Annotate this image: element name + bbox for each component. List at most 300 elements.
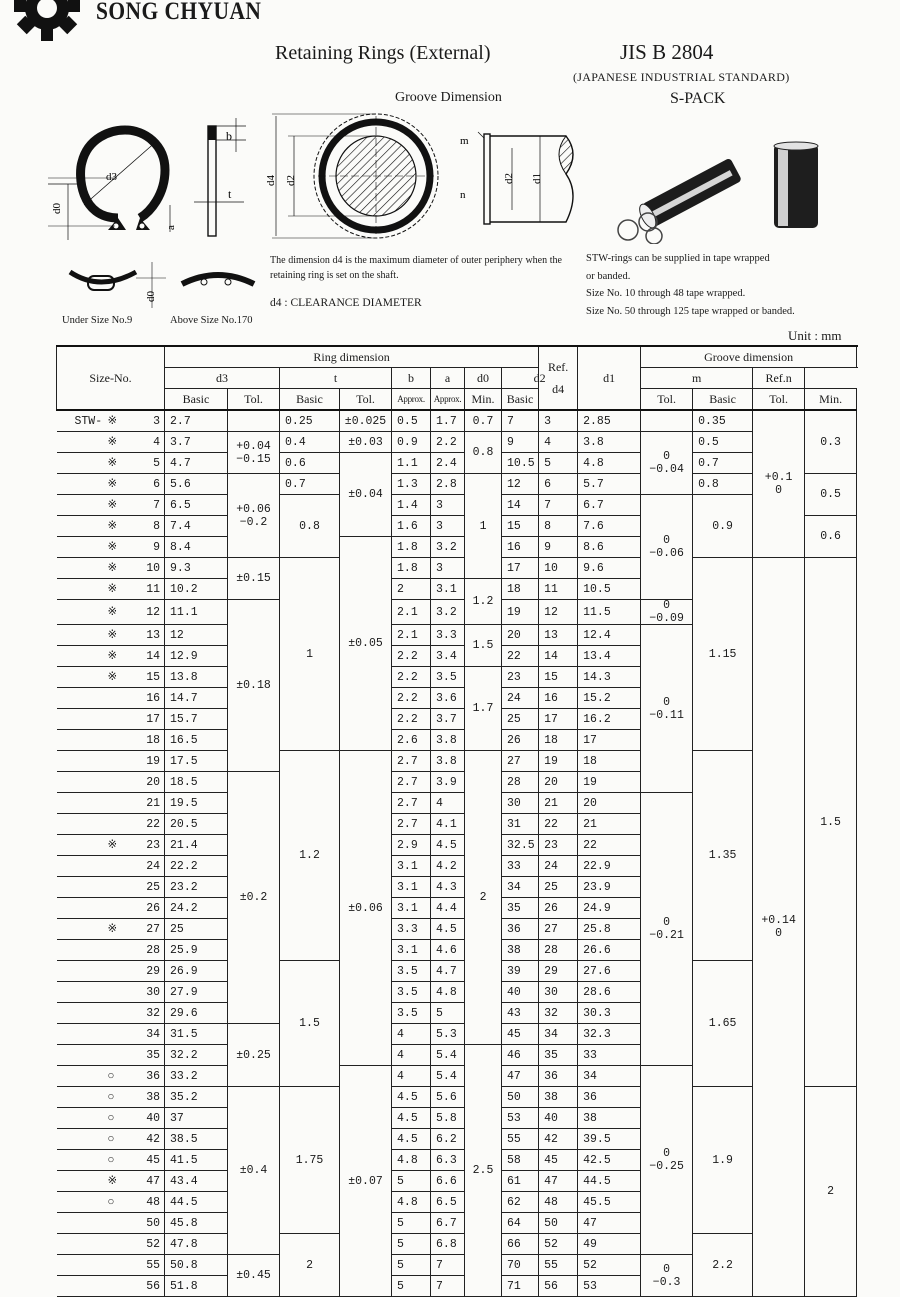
cell-a: 5.4 [431,1066,465,1087]
cell-d1: 35 [539,1045,578,1066]
cell-tbasic: 1.5 [280,961,340,1087]
size-no: 48 [133,1192,165,1213]
size-mark: ※ [103,410,133,432]
cell-refn: 0.6 [805,516,857,558]
size-prefix-blank [57,1045,103,1066]
tol-upper: 0 [663,916,671,929]
label-a: a [165,225,177,230]
cell-t-basic: 0.7 [280,474,340,495]
gear-logo-icon [14,0,80,44]
tol-lower: −0.25 [649,1160,684,1173]
label-t: t [228,187,232,201]
cell-d3-basic: 33.2 [165,1066,228,1087]
size-prefix-blank [57,495,103,516]
cell-tbasic: 0.8 [280,495,340,558]
cell-d2-basic: 4.8 [578,453,641,474]
cell-d1: 13 [539,625,578,646]
cell-d4: 64 [502,1213,539,1234]
caption-under-size: Under Size No.9 [62,315,133,326]
packaging-note-line: Size No. 50 through 125 tape wrapped or banded. [586,305,795,317]
size-mark [103,688,133,709]
cell-d4: 14 [502,495,539,516]
size-prefix-blank [57,856,103,877]
cell-d1: 50 [539,1213,578,1234]
cell-d2-basic: 15.2 [578,688,641,709]
cell-b: 3.1 [392,898,431,919]
cell-d1: 19 [539,751,578,772]
cell-d2-basic: 24.9 [578,898,641,919]
cell-d3-basic: 4.7 [165,453,228,474]
cell-d3-basic: 6.5 [165,495,228,516]
tol-upper: +0.06 [236,502,271,516]
cell-d3tol [228,410,280,432]
cell-d1: 42 [539,1129,578,1150]
cell-a: 5.6 [431,1087,465,1108]
header-d3-tol: Tol. [228,389,280,411]
table-row [57,432,857,453]
size-prefix-blank [57,1276,103,1297]
cell-a: 2.4 [431,453,465,474]
cell-b: 2.7 [392,814,431,835]
cell-refn: 0.3 [805,410,857,474]
cell-d4: 53 [502,1108,539,1129]
cell-b: 2.1 [392,600,431,625]
cell-b: 2.2 [392,688,431,709]
size-mark: ○ [103,1108,133,1129]
unit-label: Unit : mm [788,328,842,343]
cell-d3-basic: 43.4 [165,1171,228,1192]
cell-d3-basic: 24.2 [165,898,228,919]
size-no: 13 [133,625,165,646]
cell-d4: 38 [502,940,539,961]
packaging-note-line: STW-rings can be supplied in tape wrapped [586,253,770,264]
cell-d4: 26 [502,730,539,751]
cell-d2-basic: 6.7 [578,495,641,516]
cell-d3tol [228,474,280,558]
size-prefix-blank [57,579,103,600]
cell-d1: 21 [539,793,578,814]
size-prefix-blank [57,1150,103,1171]
header-a-approx: Approx. [431,389,465,411]
tol-upper: 0 [663,1147,671,1160]
cell-d4: 20 [502,625,539,646]
size-mark: ※ [103,600,133,625]
cell-b: 2.7 [392,793,431,814]
size-no: 32 [133,1003,165,1024]
cell-d4: 32.5 [502,835,539,856]
cell-d2-basic: 23.9 [578,877,641,898]
cell-b: 3.5 [392,961,431,982]
table-row [57,558,857,579]
header-d3: d3 [165,368,280,389]
size-no: 9 [133,537,165,558]
cell-d3tol: ±0.18 [228,600,280,772]
cell-a: 4.1 [431,814,465,835]
size-prefix-blank [57,1024,103,1045]
cell-refn: 2 [805,1087,857,1297]
cell-ttol: ±0.04 [340,453,392,537]
cell-m-basic: 0.35 [693,410,753,432]
cell-ttol: ±0.05 [340,537,392,751]
label-m: m [460,135,469,147]
cell-d4: 17 [502,558,539,579]
cell-a: 3.5 [431,667,465,688]
ring-front-diagram [40,100,190,250]
size-prefix-blank [57,432,103,453]
size-mark [103,961,133,982]
cell-d3tol: ±0.4 [228,1087,280,1255]
size-no: 36 [133,1066,165,1087]
header-groove-dimension: Groove dimension [641,346,857,368]
cell-mbasic: 1.35 [693,751,753,961]
cell-d3-basic: 41.5 [165,1150,228,1171]
ring-tip-detail-large [178,262,258,302]
size-prefix-blank [57,1213,103,1234]
cell-b: 1.1 [392,453,431,474]
cell-d1: 47 [539,1171,578,1192]
cell-d4: 62 [502,1192,539,1213]
cell-t-basic: 0.6 [280,453,340,474]
cell-d3-basic: 20.5 [165,814,228,835]
cell-m-basic: 0.7 [693,453,753,474]
cell-d2-basic: 28.6 [578,982,641,1003]
packaging-note-line: Size No. 10 through 48 tape wrapped. [586,288,746,299]
cell-d4: 40 [502,982,539,1003]
size-mark [103,1234,133,1255]
size-mark: ※ [103,474,133,495]
header-refn-min: Min. [805,389,857,411]
cell-a: 3.6 [431,688,465,709]
size-prefix-blank [57,1003,103,1024]
cell-d2-basic: 34 [578,1066,641,1087]
size-prefix-blank [57,1234,103,1255]
size-prefix-blank [57,1108,103,1129]
cell-d1: 26 [539,898,578,919]
size-prefix-blank [57,1255,103,1276]
label-n: n [460,189,466,201]
cell-d3-basic: 38.5 [165,1129,228,1150]
cell-d3-basic: 7.4 [165,516,228,537]
cell-d3-basic: 9.3 [165,558,228,579]
cell-d2-basic: 11.5 [578,600,641,625]
size-mark [103,793,133,814]
cell-d2-basic: 47 [578,1213,641,1234]
cell-b: 4.5 [392,1087,431,1108]
cell-d3-basic: 16.5 [165,730,228,751]
size-no: 21 [133,793,165,814]
size-mark: ○ [103,1087,133,1108]
cell-a: 4.6 [431,940,465,961]
product-photo [608,138,848,244]
size-prefix-blank [57,751,103,772]
header-m-tol: Tol. [753,389,805,411]
cell-a: 3 [431,558,465,579]
cell-d2-basic: 2.85 [578,410,641,432]
header-d0-min: Min. [465,389,502,411]
ring-tip-detail-small [66,258,166,310]
packaging-note-line: or banded. [586,270,631,282]
cell-b: 5 [392,1255,431,1276]
cell-d1: 5 [539,453,578,474]
cell-d0: 2.5 [465,1045,502,1297]
tol-upper: +0.14 [761,914,796,927]
cell-d0: 2 [465,751,502,1045]
cell-b: 1.6 [392,516,431,537]
cell-d4: 24 [502,688,539,709]
size-mark [103,1213,133,1234]
size-mark: ※ [103,432,133,453]
cell-d2-basic: 18 [578,751,641,772]
size-mark [103,940,133,961]
size-prefix-blank [57,646,103,667]
tol-upper: 0 [663,450,671,463]
table-row [57,453,857,474]
cell-a: 6.5 [431,1192,465,1213]
cell-d3-basic: 14.7 [165,688,228,709]
cell-d1: 4 [539,432,578,453]
cell-d1: 23 [539,835,578,856]
cell-a: 7 [431,1255,465,1276]
cell-d3-basic: 25 [165,919,228,940]
size-no: 38 [133,1087,165,1108]
size-mark [103,1024,133,1045]
cell-ttol: ±0.06 [340,751,392,1066]
cell-d4: 58 [502,1150,539,1171]
size-no: 30 [133,982,165,1003]
cell-d2-basic: 8.6 [578,537,641,558]
cell-d3-basic: 5.6 [165,474,228,495]
cell-d1: 15 [539,667,578,688]
cell-d3-basic: 12.9 [165,646,228,667]
cell-d4: 33 [502,856,539,877]
cell-a: 3.4 [431,646,465,667]
cell-d3-basic: 45.8 [165,1213,228,1234]
table-row [57,474,857,495]
tol-lower: −0.15 [236,452,271,466]
size-no: 45 [133,1150,165,1171]
cell-d2tol [641,625,693,793]
size-no: 34 [133,1024,165,1045]
header-ring-dimension: Ring dimension [165,346,539,368]
cell-d2-basic: 44.5 [578,1171,641,1192]
cell-a: 3.1 [431,579,465,600]
size-no: 26 [133,898,165,919]
size-mark: ※ [103,625,133,646]
cell-d2-basic: 30.3 [578,1003,641,1024]
label-d0-small: d0 [145,291,157,302]
size-no: 10 [133,558,165,579]
cell-a: 6.3 [431,1150,465,1171]
cell-d2-basic: 9.6 [578,558,641,579]
size-mark [103,1045,133,1066]
size-no: 5 [133,453,165,474]
tol-lower: −0.11 [649,708,684,722]
table-row [57,495,857,516]
cell-d4: 27 [502,751,539,772]
size-no: 24 [133,856,165,877]
cell-d2-basic: 5.7 [578,474,641,495]
tol-lower: −0.06 [649,547,684,560]
cell-d1: 38 [539,1087,578,1108]
header-b: b [392,368,431,389]
label-d3: d3 [106,171,117,183]
cell-d1: 8 [539,516,578,537]
size-prefix-blank [57,1087,103,1108]
size-mark [103,772,133,793]
cell-a: 3.9 [431,772,465,793]
cell-d4: 15 [502,516,539,537]
cell-a: 3.8 [431,751,465,772]
cell-b: 1.3 [392,474,431,495]
header-t-tol: Tol. [340,389,392,411]
cell-d2tol [641,1255,693,1297]
size-mark [103,1255,133,1276]
cell-d2-basic: 36 [578,1087,641,1108]
cell-b: 2.7 [392,772,431,793]
cell-d3-basic: 29.6 [165,1003,228,1024]
tol-lower: 0 [775,484,783,497]
header-d1: d1 [578,346,641,410]
size-no: 6 [133,474,165,495]
cell-d3-basic: 44.5 [165,1192,228,1213]
cell-d2-basic: 3.8 [578,432,641,453]
cell-d2-basic: 39.5 [578,1129,641,1150]
packaging-note [586,250,886,320]
cell-d3-basic: 22.2 [165,856,228,877]
cell-b: 2.2 [392,646,431,667]
cell-b: 3.3 [392,919,431,940]
cell-d2tol [641,495,693,600]
header-t-basic: Basic [280,389,340,411]
label-b: b [226,129,232,143]
tol-upper: +0.1 [764,471,793,484]
cell-d3-basic: 31.5 [165,1024,228,1045]
size-prefix-blank [57,772,103,793]
cell-mbasic: 1.65 [693,961,753,1087]
cell-b: 4 [392,1024,431,1045]
cell-d2-basic: 22 [578,835,641,856]
cell-d4: 9 [502,432,539,453]
cell-d3-basic: 50.8 [165,1255,228,1276]
tol-lower: −0.21 [649,929,684,942]
cell-d1: 7 [539,495,578,516]
cell-d4: 36 [502,919,539,940]
cell-tbasic: 1.75 [280,1087,340,1234]
cell-d3tol [228,432,280,474]
table-row [57,410,857,432]
cell-b: 2.1 [392,625,431,646]
size-mark: ※ [103,495,133,516]
cell-b: 0.9 [392,432,431,453]
cell-d1: 9 [539,537,578,558]
size-mark [103,898,133,919]
cell-d0: 1.7 [465,667,502,751]
size-no: 55 [133,1255,165,1276]
tol-lower: −0.2 [239,515,268,529]
cell-tbasic: 1 [280,558,340,751]
size-mark [103,1276,133,1297]
cell-b: 4 [392,1066,431,1087]
cell-d2-basic: 38 [578,1108,641,1129]
cell-a: 6.6 [431,1171,465,1192]
cell-a: 7 [431,1276,465,1297]
cell-d3-basic: 37 [165,1108,228,1129]
shaft-groove-diagram [456,124,586,234]
cell-d1: 14 [539,646,578,667]
cell-d1: 6 [539,474,578,495]
table-row [57,751,857,772]
cell-d1: 45 [539,1150,578,1171]
cell-a: 4 [431,793,465,814]
size-mark: ※ [103,835,133,856]
cell-d0: 0.8 [465,432,502,474]
cell-d3tol: ±0.15 [228,558,280,600]
size-prefix-blank [57,940,103,961]
cell-b: 4 [392,1045,431,1066]
cell-d4: 34 [502,877,539,898]
tol-lower: −0.09 [649,612,684,625]
cell-b: 5 [392,1234,431,1255]
cell-d2-basic: 19 [578,772,641,793]
header-t: t [280,368,392,389]
dimension-table [56,345,857,1297]
cell-d4: 25 [502,709,539,730]
cell-d4: 31 [502,814,539,835]
size-mark: ○ [103,1192,133,1213]
cell-d2-basic: 10.5 [578,579,641,600]
size-prefix-blank [57,919,103,940]
header-refn: Ref.n [753,368,805,389]
tol-upper: +0.04 [236,439,271,453]
cell-d3-basic: 12 [165,625,228,646]
cell-d3-basic: 21.4 [165,835,228,856]
cell-mtol [753,558,805,1297]
tol-lower: −0.04 [649,463,684,476]
size-prefix-blank [57,961,103,982]
size-mark: ※ [103,646,133,667]
size-no: 14 [133,646,165,667]
header-m: m [641,368,753,389]
size-no: 20 [133,772,165,793]
size-prefix-blank [57,1066,103,1087]
cell-d4: 46 [502,1045,539,1066]
cell-d2-basic: 7.6 [578,516,641,537]
label-d1: d1 [531,173,543,184]
cell-b: 5 [392,1213,431,1234]
cell-d3-basic: 26.9 [165,961,228,982]
cell-d3-basic: 3.7 [165,432,228,453]
cell-a: 5.8 [431,1108,465,1129]
ring-side-diagram [190,118,254,242]
cell-m-basic: 0.5 [693,432,753,453]
cell-b: 3.1 [392,877,431,898]
cell-d4: 45 [502,1024,539,1045]
cell-a: 3.2 [431,600,465,625]
cell-d0: 1.2 [465,579,502,625]
cell-d1: 20 [539,772,578,793]
size-prefix-blank [57,558,103,579]
cell-mbasic: 2.2 [693,1234,753,1297]
size-no: 7 [133,495,165,516]
cell-ttol: ±0.03 [340,432,392,453]
cell-a: 2.2 [431,432,465,453]
size-no: 47 [133,1171,165,1192]
cell-mbasic: 1.15 [693,558,753,751]
cell-ttol: ±0.025 [340,410,392,432]
clearance-note: d4 : CLEARANCE DIAMETER [270,297,422,309]
size-mark: ※ [103,579,133,600]
cell-d2tol [641,432,693,495]
